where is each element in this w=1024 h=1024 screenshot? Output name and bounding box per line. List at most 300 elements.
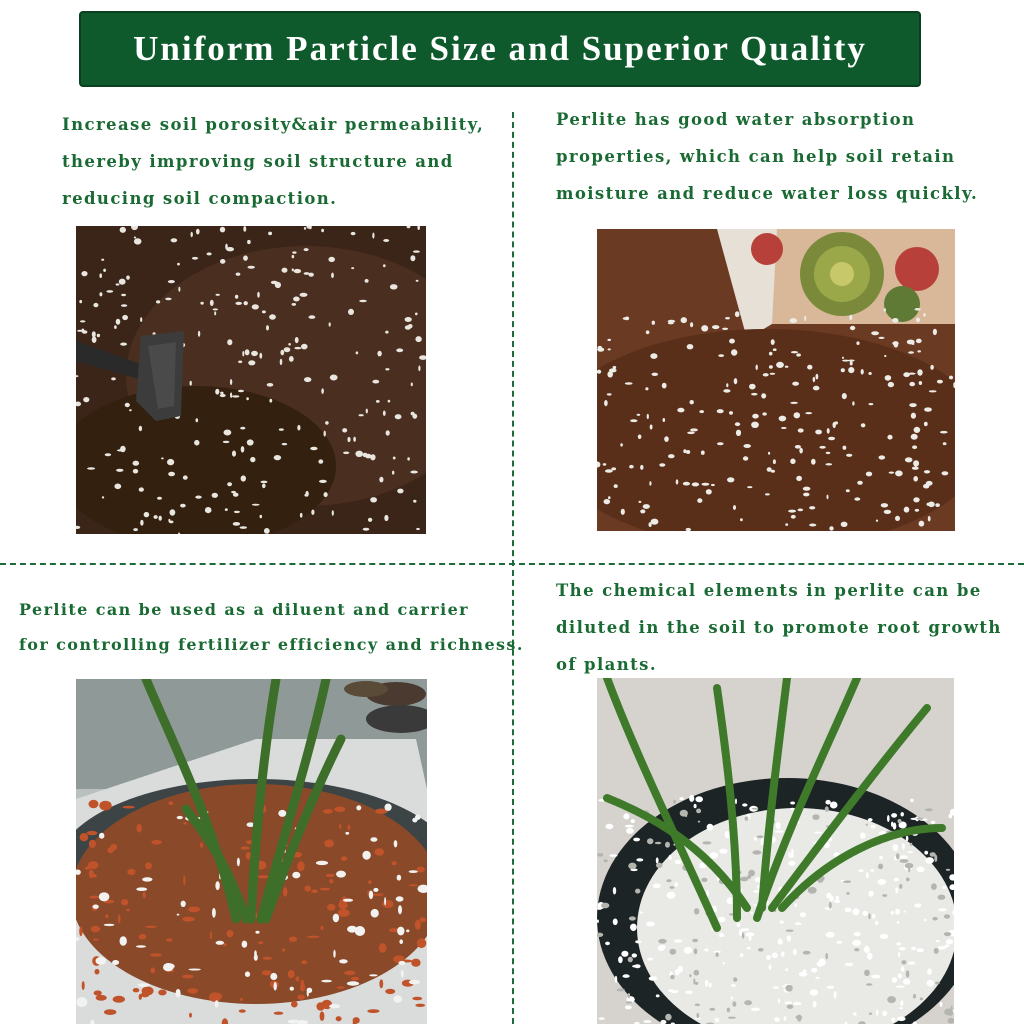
granule (791, 515, 796, 519)
granule (220, 392, 223, 395)
granule (321, 980, 332, 983)
granule (841, 522, 848, 527)
granule (274, 455, 281, 460)
granule (239, 1009, 246, 1012)
granule (200, 843, 203, 848)
granule (133, 461, 140, 466)
granule (198, 331, 200, 337)
granule (795, 922, 802, 925)
granule (923, 313, 926, 316)
granule (136, 824, 142, 833)
granule (674, 939, 682, 942)
granule (195, 496, 201, 499)
granule (732, 1001, 736, 1006)
granule (699, 410, 704, 413)
granule (825, 953, 828, 960)
granule (868, 913, 870, 919)
granule (912, 445, 917, 449)
granule (347, 437, 350, 442)
granule (938, 895, 946, 900)
granule (773, 459, 776, 464)
granule (923, 484, 929, 489)
granule (929, 390, 937, 392)
granule (916, 818, 923, 820)
granule (949, 376, 953, 380)
granule (212, 908, 216, 918)
granule (205, 507, 212, 513)
granule (597, 370, 601, 374)
granule (911, 413, 916, 419)
granule (245, 971, 250, 977)
granule (754, 837, 757, 841)
granule (79, 300, 82, 303)
granule (788, 510, 796, 513)
granule (348, 825, 351, 831)
granule (652, 321, 655, 325)
granule (196, 229, 200, 235)
granule (168, 472, 175, 477)
granule (680, 810, 688, 817)
granule (291, 1001, 298, 1008)
granule (247, 439, 254, 445)
granule (935, 982, 940, 985)
granule (116, 283, 120, 285)
granule (348, 309, 354, 315)
granule (297, 425, 300, 431)
granule (168, 280, 175, 283)
granule (863, 911, 868, 916)
granule (856, 341, 859, 345)
granule (415, 1004, 425, 1007)
granule (332, 510, 334, 516)
granule (880, 880, 883, 883)
granule (269, 314, 276, 319)
granule (848, 360, 855, 362)
granule (79, 927, 82, 937)
granule (871, 975, 880, 979)
granule (718, 354, 724, 357)
granule (318, 459, 323, 463)
granule (385, 804, 392, 811)
granule (235, 295, 238, 299)
granule (656, 857, 659, 863)
granule (758, 948, 764, 952)
granule (384, 515, 388, 521)
granule (390, 284, 398, 289)
granule (613, 887, 616, 894)
granule (93, 303, 98, 307)
granule (846, 489, 850, 492)
granule (353, 1017, 360, 1023)
granule (320, 926, 323, 930)
granule (882, 894, 887, 897)
granule (795, 903, 797, 907)
granule (248, 266, 255, 269)
granule (745, 932, 754, 937)
granule (351, 267, 354, 269)
granule (159, 516, 162, 521)
granule (356, 805, 361, 810)
granule (910, 799, 914, 802)
granule (99, 833, 104, 839)
granule (417, 938, 427, 948)
granule (694, 970, 700, 976)
granule (139, 487, 144, 491)
granule (761, 393, 766, 398)
granule (936, 940, 940, 942)
granule (290, 987, 294, 991)
granule (144, 512, 150, 517)
granule (393, 457, 396, 460)
granule (905, 863, 914, 869)
granule (626, 1001, 632, 1003)
granule (911, 947, 916, 950)
granule (891, 1018, 895, 1023)
granule (636, 858, 643, 861)
granule (200, 302, 203, 305)
granule (893, 844, 899, 851)
granule (623, 317, 629, 320)
granule (120, 936, 127, 946)
granule (723, 962, 725, 965)
granule (161, 457, 164, 459)
granule (331, 273, 334, 279)
granule (872, 914, 876, 919)
granule (339, 824, 341, 829)
granule (927, 980, 934, 987)
granule (385, 989, 395, 994)
granule (224, 430, 232, 436)
granule (722, 328, 728, 330)
granule (748, 870, 755, 877)
granule (924, 407, 932, 411)
granule (933, 329, 937, 335)
granule (882, 1011, 887, 1016)
granule (906, 878, 910, 882)
granule (401, 970, 404, 978)
granule (742, 933, 744, 939)
granule (362, 851, 370, 860)
granule (751, 393, 757, 396)
granule (140, 520, 143, 526)
granule (230, 392, 232, 398)
granule (841, 368, 845, 372)
granule (787, 935, 792, 941)
granule (744, 1000, 752, 1005)
granule (288, 343, 291, 346)
caption-line: of plants. (556, 655, 657, 674)
granule (656, 994, 660, 997)
granule (647, 838, 653, 844)
granule (351, 232, 356, 235)
granule (292, 872, 300, 879)
granule (103, 269, 106, 272)
granule (83, 397, 89, 402)
granule (690, 428, 698, 431)
granule (735, 422, 740, 426)
granule (846, 892, 849, 895)
granule (344, 971, 355, 976)
granule (799, 448, 803, 454)
granule (670, 975, 674, 979)
granule (638, 435, 642, 440)
granule (372, 893, 383, 896)
granule (114, 484, 121, 490)
granule (261, 481, 268, 484)
granule (244, 301, 248, 305)
granule (675, 882, 679, 886)
granule (733, 505, 736, 510)
granule (367, 1009, 379, 1013)
granule (304, 377, 311, 382)
granule (242, 941, 248, 948)
granule (413, 250, 420, 252)
granule (940, 1002, 943, 1007)
granule (125, 403, 130, 407)
granule (91, 926, 100, 932)
granule (601, 903, 609, 909)
granule (861, 423, 866, 427)
granule (323, 809, 333, 814)
caption-line: reducing soil compaction. (62, 189, 338, 208)
granule (775, 830, 784, 833)
granule (343, 899, 353, 902)
granule (170, 509, 176, 515)
granule (913, 476, 918, 482)
granule (653, 884, 661, 889)
granule (628, 863, 636, 870)
granule (392, 471, 394, 475)
granule (409, 884, 419, 886)
granule (373, 888, 378, 892)
granule (368, 518, 372, 522)
granule (215, 1000, 219, 1007)
granule (934, 855, 937, 862)
granule (943, 442, 947, 445)
granule (891, 822, 893, 827)
granule (778, 362, 782, 366)
granule (842, 393, 847, 399)
granule (336, 871, 346, 878)
granule (230, 379, 232, 385)
granule (274, 1012, 284, 1015)
granule (154, 515, 158, 519)
granule (605, 824, 613, 829)
granule (726, 383, 728, 387)
granule (342, 428, 347, 432)
granule (234, 511, 240, 513)
granule (702, 483, 710, 486)
granule (899, 1007, 903, 1009)
granule (210, 300, 214, 306)
granule (895, 516, 900, 521)
granule (729, 339, 735, 344)
granule (760, 838, 764, 845)
caption-line: for controlling fertilizer efficiency and richness. (19, 635, 524, 654)
granule (925, 808, 933, 811)
granule (215, 389, 219, 395)
granule (397, 875, 402, 881)
granule (910, 843, 913, 846)
granule (93, 939, 99, 941)
granule (695, 796, 703, 802)
granule (900, 1000, 903, 1006)
granule (112, 960, 119, 965)
granule (302, 960, 308, 964)
granule (133, 469, 138, 474)
granule (799, 972, 808, 977)
granule (908, 961, 915, 964)
granule (901, 966, 905, 971)
granule (337, 986, 345, 988)
granule (888, 382, 894, 387)
granule (770, 373, 775, 375)
granule (816, 374, 819, 380)
granule (178, 287, 180, 292)
granule (668, 454, 675, 458)
granule (388, 400, 391, 403)
granule (815, 977, 819, 979)
granule (288, 970, 295, 978)
granule (876, 1010, 878, 1016)
granule (266, 325, 269, 330)
granule (307, 988, 313, 993)
granule (739, 929, 742, 936)
granule (796, 476, 802, 481)
granule (82, 981, 85, 990)
granule (869, 1013, 872, 1015)
granule (765, 493, 770, 495)
granule (756, 365, 758, 371)
granule (262, 484, 266, 489)
granule (892, 977, 898, 982)
granule (695, 982, 698, 985)
granule (89, 870, 94, 879)
granule (171, 238, 178, 242)
granule (370, 497, 377, 502)
granule (383, 411, 386, 416)
granule (415, 920, 421, 930)
granule (375, 848, 385, 856)
granule (790, 802, 795, 805)
granule (180, 504, 186, 508)
granule (89, 800, 99, 809)
potted-plant-perlite-photo (597, 678, 954, 1024)
granule (106, 290, 113, 293)
granule (868, 372, 871, 375)
granule (834, 900, 841, 903)
granule (351, 977, 359, 981)
granule (866, 983, 872, 986)
granule (126, 909, 130, 912)
granule (944, 914, 950, 918)
granule (363, 528, 370, 531)
granule (336, 1016, 342, 1021)
granule (257, 875, 269, 878)
granule (267, 383, 274, 387)
granule (305, 885, 311, 891)
granule (231, 491, 236, 493)
granule (240, 526, 247, 529)
granule (295, 976, 299, 981)
granule (647, 414, 649, 419)
granule (728, 1017, 736, 1019)
granule (895, 887, 898, 893)
granule (177, 914, 180, 916)
granule (916, 339, 922, 344)
granule (127, 869, 135, 875)
granule (727, 477, 734, 482)
caption-line: diluted in the soil to promote root growth (556, 618, 1002, 637)
granule (321, 229, 324, 232)
granule (834, 991, 837, 998)
granule (805, 412, 812, 414)
granule (743, 444, 751, 448)
granule (628, 957, 633, 963)
title-banner (79, 11, 921, 87)
granule (655, 842, 662, 845)
granule (917, 369, 922, 375)
granule (932, 917, 937, 921)
granule (300, 980, 304, 988)
granule (687, 344, 694, 349)
granule (650, 425, 653, 430)
granule (399, 961, 406, 965)
granule (917, 350, 921, 352)
granule (719, 849, 727, 854)
granule (626, 828, 634, 834)
granule (372, 380, 379, 384)
granule (766, 955, 771, 960)
granule (656, 863, 663, 868)
granule (282, 443, 288, 445)
granule (686, 450, 690, 454)
granule (96, 957, 107, 965)
granule (942, 471, 949, 475)
granule (846, 454, 852, 457)
granule (405, 325, 411, 330)
granule (113, 996, 125, 1003)
granule (292, 268, 294, 271)
granule (646, 922, 655, 927)
granule (693, 978, 695, 984)
granule (320, 888, 331, 891)
granule (896, 853, 899, 859)
granule (685, 991, 693, 994)
granule (924, 470, 930, 473)
granule (304, 272, 310, 275)
granule (225, 244, 228, 250)
granule (241, 446, 245, 452)
granule (158, 990, 166, 996)
granule (227, 482, 232, 486)
granule (343, 452, 349, 455)
granule (94, 990, 102, 995)
granule (324, 431, 326, 437)
granule (752, 414, 759, 419)
granule (779, 416, 787, 422)
granule (609, 368, 617, 372)
caption-bottom-left (19, 592, 524, 662)
granule (866, 472, 872, 477)
granule (731, 349, 737, 355)
granule (605, 469, 613, 473)
granule (803, 951, 811, 955)
granule (245, 349, 250, 355)
granule (740, 518, 743, 521)
granule (742, 803, 747, 806)
caption-line: moisture and reduce water loss quickly. (556, 184, 979, 203)
